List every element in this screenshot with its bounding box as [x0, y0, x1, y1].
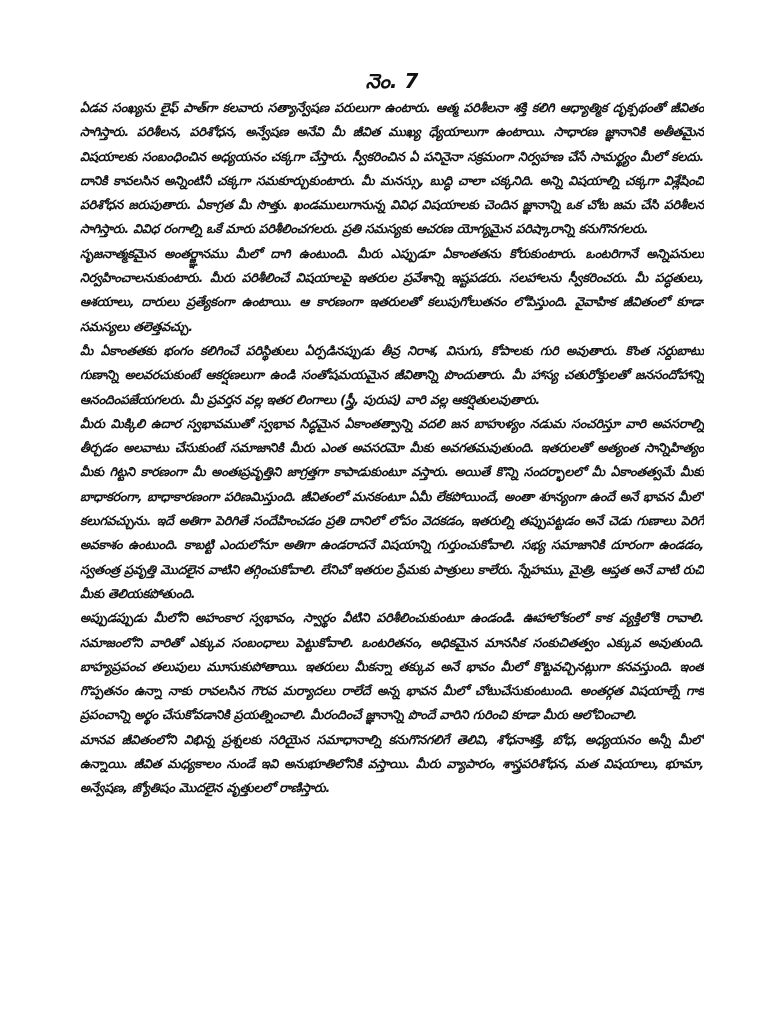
paragraph-intuition: సృజనాత్మకమైన అంతర్జ్ఞానము మీలో దాగి ఉంటుంది. మీరు ఎప్పుడూ ఏకాంతతను కోరుకుంటారు. ఒంటరిగానే అన్నిపనులు నిర్వహించాలనుకుంటారు. మీరు పరిశీలించే విషయాలపై ఇతరుల ప్రవేశాన్ని ఇష్టపడరు. సలహాలను స్వీకరించరు. మీ పద్ధతులు, ఆశయాలు, దారులు ప్రత్యేకంగా ఉంటాయి. ఆ కారణంగా ఇతరులతో కలుపుగోలుతనం లోపిస్తుంది. వైవాహిక జీవితంలో కూడా సమస్యలు తలెత్తవచ్చు.	[80, 245, 704, 334]
page-number: నెం. 7	[365, 69, 419, 93]
paragraph-ego: అప్పుడప్పుడు మీలోని అహంకార స్వభావం, స్వార్థం వీటిని పరిశీలించుకుంటూ ఉండండి. ఊహాలోకంలో కాక వ్యక్తిలోకి రావాలి. సమాజంలోని వారితో ఎక్కువ సంబంధాలు పెట్టుకోవాలి. ఒంటరితనం, అధికమైన మానసిక సంకుచితత్వం ఎక్కువ అవుతుంది. బాహ్యప్రపంచ తలుపులు మూసుకుపోతాయి. ఇతరులు మీకన్నా తక్కువ అనే భావం మీలో కొట్టవచ్చినట్లుగా కనవస్తుంది. ఇంత గొప్పతనం ఉన్నా నాకు రావలసిన గౌరవ మర్యాదలు రాలేదే అన్న భావన మీలో చోటుచేసుకుంటుంది. అంతర్గత విషయాల్నే గాక ప్రపంచాన్ని అర్థం చేసుకోవడానికి ప్రయత్నించాలి. మీరందించే జ్ఞానాన్ని పొందే వారిని గురించి కూడా మీరు ఆలోచించాలి.	[80, 610, 704, 723]
paragraph-generosity: మీరు మిక్కిలి ఉదార స్వభావముతో స్వభావ సిద్ధమైన ఏకాంతత్వాన్ని వదలి జన బాహుళ్యం నడుమ సంచరిస్తూ వారి అవసరాల్ని తీర్చడం అలవాటు చేసుకుంటే సమాజానికి మీరు ఎంత అవసరమో మీకు అవగతమవుతుంది. ఇతరులతో అత్యంత సాన్నిహిత్యం మీకు గిట్టని కారణంగా మీ అంతఃప్రవృత్తిని జాగ్రత్తగా కాపాడుకుంటూ వస్తారు. అయితే కొన్ని సందర్భాలలో మీ ఏకాంతత్వమే మీకు బాధాకరంగా, బాధాకారణంగా పరిణమిస్తుంది. జీవితంలో మనకంటూ ఏమీ లేకపోయిందే, అంతా శూన్యంగా ఉందే అనే భావన మీలో కలుగవచ్చును. ఇదే అతిగా పెరిగితే సందేహించడం ప్రతి దానిలో లోపం వెదకడం, ఇతరుల్ని తప్పుపట్టడం అనే చెడు గుణాలు పెరిగే అవకాశం ఉంటుంది. కాబట్టి ఎందులోనూ అతిగా ఉండరాదనే విషయాన్ని గుర్తుంచుకోవాలి. సభ్య సమాజానికి దూరంగా ఉండడం, స్వతంత్ర ప్రవృత్తి మొదలైన వాటిని తగ్గించుకోవాలి. లేనిచో ఇతరుల ప్రేమకు పాత్రులు కాలేరు. స్నేహము, మైత్రి, ఆప్తత అనే వాటి రుచి మీకు తెలియకపోతుంది.	[80, 415, 704, 601]
paragraph-careers: మానవ జీవితంలోని విభిన్న ప్రశ్నలకు సరియైన సమాధానాల్ని కనుగొనగలిగే తెలివి, శోధనాశక్తి, బోధ, అధ్యయనం అన్నీ మీలో ఉన్నాయి. జీవిత మధ్యకాలం నుండే ఇవి అనుభూతిలోనికి వస్తాయి. మీరు వ్యాపారం, శాస్త్రపరిశోధన, మత విషయాలు, భూమా, అన్వేషణ, జ్యోతిషం మొదలైన వృత్తులలో రాణిస్తారు.	[80, 731, 704, 796]
document-page	[80, 66, 704, 1006]
paragraph-solitude: మీ ఏకాంతతకు భంగం కలిగించే పరిస్థితులు ఏర్పడినప్పుడు తీవ్ర నిరాశ, విసుగు, కోపాలకు గురి అవుతారు. కొంత సర్దుబాటు గుణాన్ని అలవరచుకుంటే ఆకర్షణలుగా ఉండి సంతోషమయమైన జీవితాన్ని పొందుతారు. మీ హాస్య చతురోక్తులతో జనసందోహాన్ని ఆనందింపజేయగలరు. మీ ప్రవర్తన వల్ల ఇతర లింగాలు (స్త్రీ, పురుష) వారి వల్ల ఆకర్షితులవుతారు.	[80, 342, 704, 407]
paragraph-life-path-intro: ఏడవ సంఖ్యను లైఫ్ పాత్‌గా కలవారు సత్యాన్వేషణ పరులుగా ఉంటారు. ఆత్మ పరిశీలనా శక్తి కలిగి ఆధ్యాత్మిక దృక్పథంతో జీవితం సాగిస్తారు. పరిశీలన, పరిశోధన, అన్వేషణ అనేవి మీ జీవిత ముఖ్య ధ్యేయాలుగా ఉంటాయి. సాధారణ జ్ఞానానికి అతీతమైన విషయాలకు సంబంధించిన అధ్యయనం చక్కగా చేస్తారు. స్వీకరించిన ఏ పనినైనా సక్రమంగా నిర్వహణ చేసే సామర్థ్యం మీలో కలదు. దానికి కావలసిన అన్నింటినీ చక్కగా సమకూర్చుకుంటారు. మీ మనస్సు, బుద్ధి చాలా చక్కనిది. అన్ని విషయాల్ని చక్కగా విశ్లేషించి పరిశోధన జరుపుతారు. ఏకాగ్రత మీ సొత్తు. ఖండములుగానున్న వివిధ విషయాలకు చెందిన జ్ఞానాన్ని ఒక చోట జమ చేసి పరిశీలన సాగిస్తారు. వివిధ రంగాల్ని ఒకే మారు పరిశీలించగలరు. ప్రతి సమస్యకు ఆచరణ యోగ్యమైన పరిష్కారాన్ని కనుగొనగలరు.	[80, 100, 704, 237]
